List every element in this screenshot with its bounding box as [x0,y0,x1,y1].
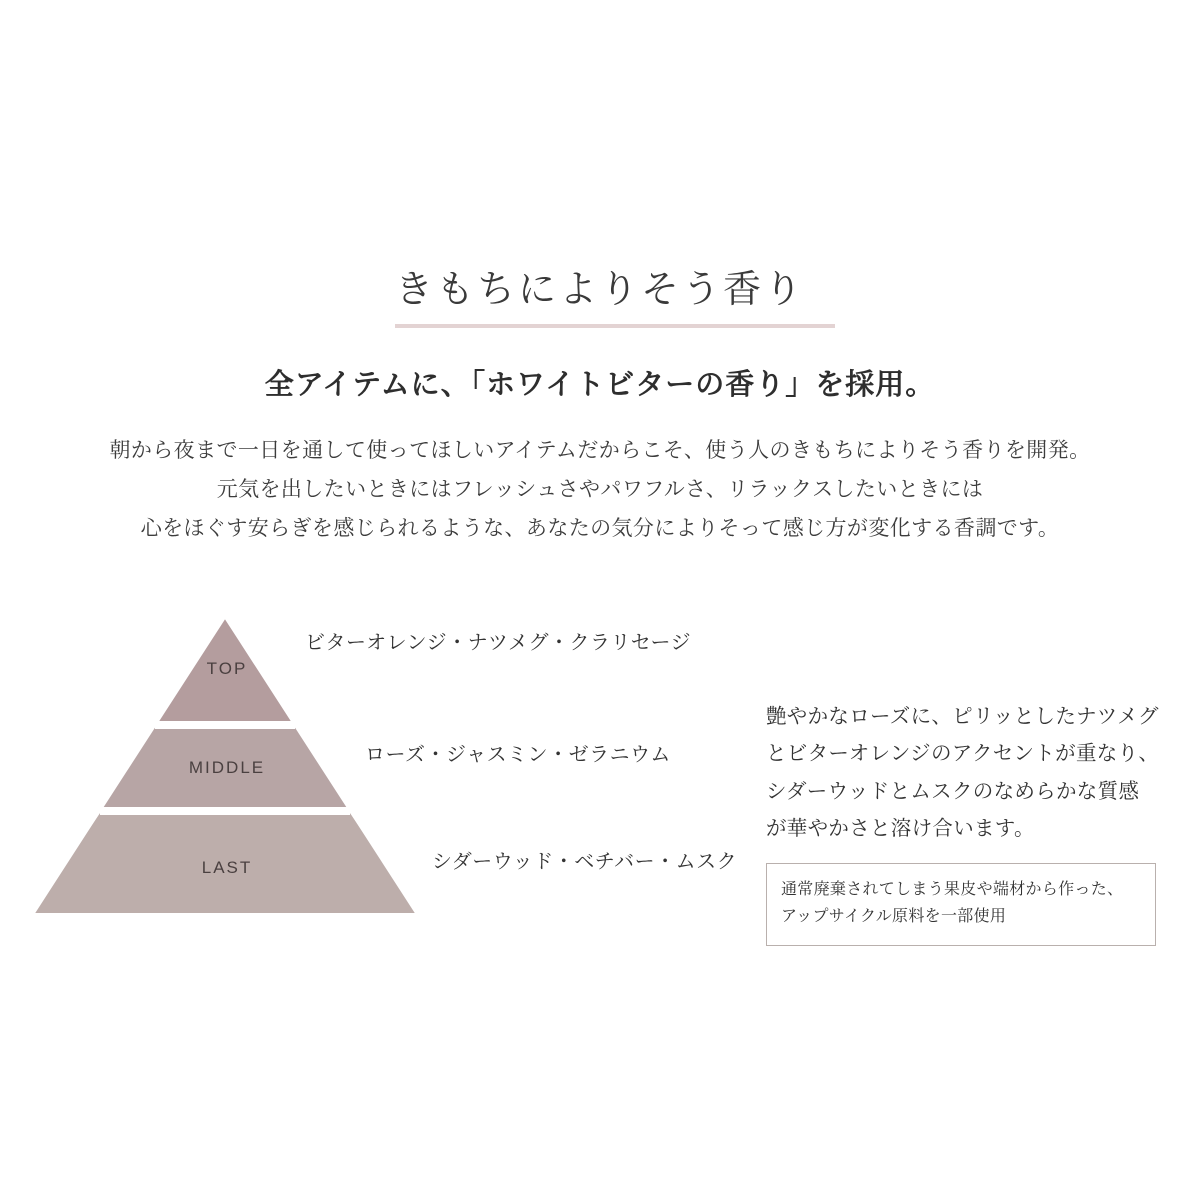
subheading: 全アイテムに、「ホワイトビターの香り」を採用。 [264,369,936,401]
description-line-4: が華やかさと溶け合います。 [766,816,1035,840]
middle-notes-text: ローズ・ジャスミン・ゼラニウム [365,744,671,766]
upcycle-note-line-1: 通常廃棄されてしまう果皮や端材から作った、 [781,881,1124,899]
pyramid-label-last: LAST [201,858,253,877]
description-column [766,698,1186,946]
heading-block [395,268,855,328]
pyramid-label-top: TOP [206,659,248,678]
upcycle-note-box [766,863,1156,945]
description-text [766,698,1186,847]
pyramid-label-middle: MIDDLE [188,758,266,777]
lead-line-2: 元気を出したいときにはフレッシュさやパワフルさ、リラックスしたいときには [216,477,984,501]
upcycle-note-line-2: アップサイクル原料を一部使用 [781,908,1007,926]
top-notes-text: ビターオレンジ・ナツメグ・クラリセージ [305,632,692,654]
lead-line-3: 心をほぐす安らぎを感じられるような、あなたの気分によりそって感じ方が変化する香調です。 [140,516,1060,540]
description-line-1: 艶やかなローズに、ピリッとしたナツメグ [766,705,1159,728]
description-line-3: シダーウッドとムスクのなめらかな質感 [766,779,1140,803]
heading-underline [395,324,835,328]
description-line-2: とビターオレンジのアクセントが重なり、 [766,742,1160,766]
last-notes-text: シダーウッド・ベチバー・ムスク [432,851,738,873]
lead-line-1: 朝から夜まで一日を通して使ってほしいアイテムだからこそ、使う人のきもちによりそう香りを開発。 [109,439,1091,462]
page-title: きもちによりそう香り [395,269,806,311]
lead-paragraph [0,432,1200,549]
